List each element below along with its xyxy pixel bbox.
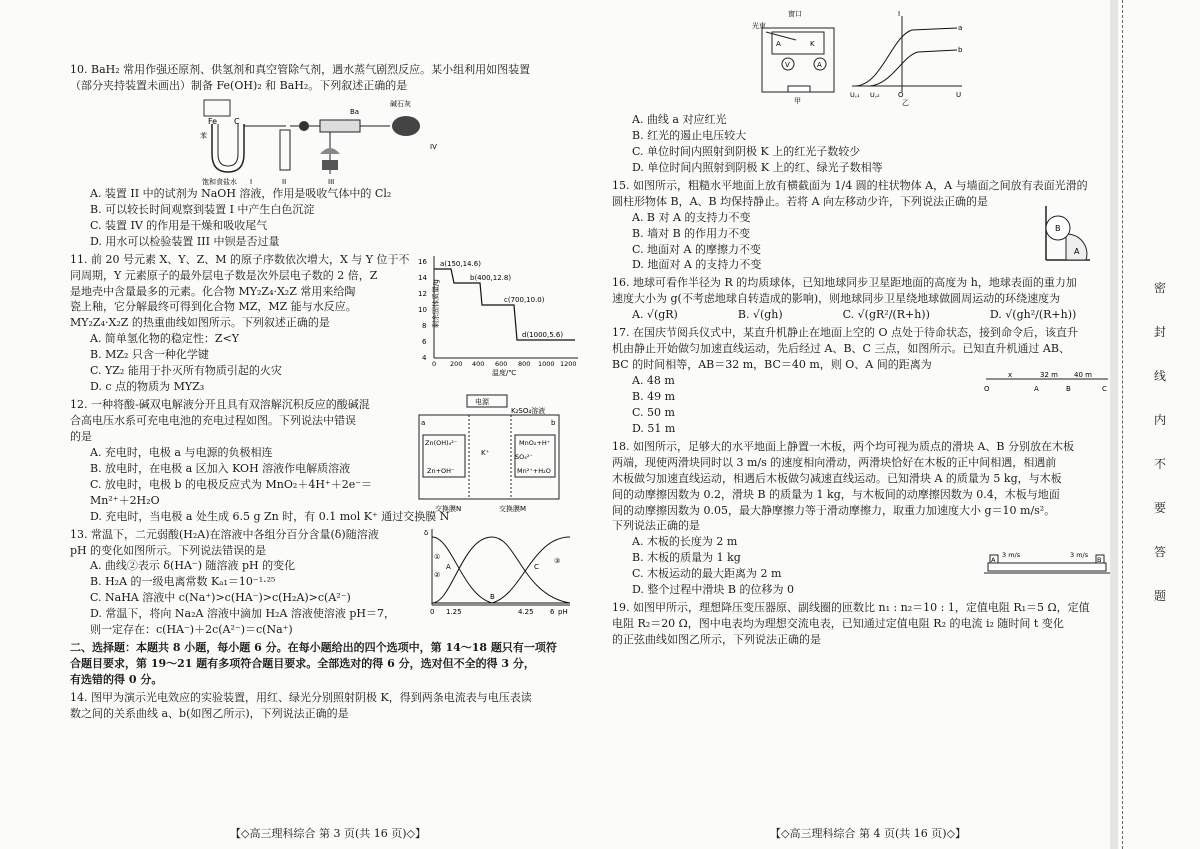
q12-line-1: 12. 一种将酸-碱双电解液分开且具有双溶解沉积反应的酸碱混 xyxy=(70,398,370,412)
zn-oh4-label: Zn(OH)₄²⁻ xyxy=(425,439,458,448)
delta-label: δ xyxy=(424,528,429,537)
curve-3-label: ③ xyxy=(554,556,561,565)
q17-line-3: BC 的时间相等，AB＝32 m，BC＝40 m，则 O、A 间的距离为 xyxy=(612,358,932,372)
ytick: 14 xyxy=(418,273,427,282)
figure-jia-label: 甲 xyxy=(794,97,801,105)
slider-B-label: B xyxy=(1097,555,1102,564)
bc-distance-label: 40 m xyxy=(1074,371,1092,380)
xtick: 200 xyxy=(450,359,463,368)
q16-option-c: C. √(gR²/(R+h)) xyxy=(842,308,930,322)
k-ion-label: K⁺ xyxy=(481,449,490,458)
q16-option-d: D. √(gh²/(R+h)) xyxy=(989,308,1077,322)
xtick: 0 xyxy=(432,359,437,368)
q12-battery-figure xyxy=(415,393,565,515)
q13-line-1: 13. 常温下，二元弱酸(H₂A)在溶液中各组分百分含量(δ)随溶液 xyxy=(70,527,379,541)
voltage-axis: U xyxy=(956,91,962,99)
q16-line-2: 速度大小为 g(不考虑地球自转造成的影响)，则地球同步卫星绕地球做圆周运动的环绕速度为 xyxy=(612,292,1061,306)
device-II-label: II xyxy=(282,177,287,186)
brine-label: 饱和食盐水 xyxy=(202,177,237,186)
q18-option-d: D. 整个过程中滑块 B 的位移为 0 xyxy=(632,583,794,597)
uc1-label: U꜀₁ xyxy=(850,91,860,99)
q19-line-3: 的正弦曲线如图乙所示，下列说法正确的是 xyxy=(612,633,821,646)
anode-label: A xyxy=(776,40,781,48)
question-12 xyxy=(70,397,580,525)
zn-label: Zn+OH⁻ xyxy=(427,467,455,476)
device-III-label: III xyxy=(328,177,335,186)
q15-line-2: 圆柱形物体 B，A、B 均保持静止。若将 A 向左移动少许，下列说法正确的是 xyxy=(612,194,989,208)
uc2-label: U꜀₂ xyxy=(870,91,880,99)
lime-label: 碱石灰 xyxy=(390,99,411,108)
ytick: 12 xyxy=(418,289,427,298)
q10-line-1: 10. BaH₂ 常用作强还原剂、供氢剂和真空管除气剂，遇水蒸气剧烈反应。某小组利用如图装置 xyxy=(70,63,531,76)
mno2-label: MnO₂+H⁺ xyxy=(519,439,551,448)
q12-line-2: 合高电压水系可充电电池的充电过程如图。下列说法中错误 xyxy=(70,414,356,427)
seal-text xyxy=(1150,280,1170,632)
q11-option-d: D. c 点的物质为 MYZ₃ xyxy=(90,380,205,394)
q11-option-a: A. 简单氢化物的稳定性：Z<Y xyxy=(90,332,240,346)
point-a-label: a(150,14.6) xyxy=(440,259,481,268)
ytick: 8 xyxy=(422,321,427,330)
velocity-B-label: 3 m/s xyxy=(1070,550,1089,559)
ytick: 16 xyxy=(418,257,427,266)
q17-option-d: D. 51 m xyxy=(632,421,676,435)
scan-edge xyxy=(1110,0,1118,849)
q14-option-b: B. 红光的遏止电压较大 xyxy=(632,128,747,142)
q18-line-1: 18. 如图所示，足够大的水平地面上静置一木板，两个均可视为质点的滑块 A、B 分别放在木板 xyxy=(612,439,1075,453)
seal-char: 要 xyxy=(1153,501,1166,515)
mn-label: Mn²⁺+H₂O xyxy=(517,467,551,476)
q19-line-1: 19. 如图甲所示，理想降压变压器原、副线圈的匝数比 n₁ : n₂＝10 : 1，定值电阻 R₁＝5 Ω，定值 xyxy=(612,601,1090,615)
q15-option-c: C. 地面对 A 的摩擦力不变 xyxy=(632,242,761,256)
q12-option-a: A. 充电时，电极 a 与电源的负极相连 xyxy=(90,445,273,459)
beam-label: 光束 xyxy=(752,22,766,30)
q18-line-4: 间的动摩擦因数为 0.2，滑块 B 的质量为 1 kg，与木板间的动摩擦因数为 0.4，木板与地面 xyxy=(612,487,1060,501)
q10-apparatus-figure xyxy=(200,94,500,186)
point-A: A xyxy=(1034,385,1039,394)
q18-figure xyxy=(982,547,1112,577)
point-c-label: c(700,10.0) xyxy=(504,295,545,304)
device-I-label: I xyxy=(250,177,253,186)
q14-option-c: C. 单位时间内照射到阴极 K 上的红光子数较少 xyxy=(632,144,861,158)
q12-option-c: C. 放电时，电极 b 的电极反应式为 MnO₂＋4H⁺＋2e⁻＝ xyxy=(90,477,373,491)
q16-option-b: B. √(gh) xyxy=(737,308,783,322)
q18-option-a: A. 木板的长度为 2 m xyxy=(632,535,738,549)
block-A-label: A xyxy=(1074,246,1080,256)
binding-margin xyxy=(1118,0,1200,849)
window-label: 窗口 xyxy=(788,10,802,18)
so4-label: SO₄²⁻ xyxy=(515,453,533,462)
point-C: C xyxy=(1102,385,1107,394)
question-15 xyxy=(612,178,1112,274)
q14-options xyxy=(612,112,1112,176)
electrode-a: a xyxy=(421,419,426,428)
seal-char: 不 xyxy=(1153,457,1166,471)
power-label: 电源 xyxy=(475,398,489,407)
q16-option-a: A. √(gR) xyxy=(632,308,678,322)
q13-distribution-figure xyxy=(422,525,572,617)
membrane-m-label: 交换膜M xyxy=(499,505,527,514)
question-14 xyxy=(70,690,580,722)
q17-line-2: 机由静止开始做匀加速直线运动，先后经过 A、B、C 三点，如图所示。已知直升机通过 AB、 xyxy=(612,342,1070,356)
q15-figure xyxy=(1042,204,1092,264)
voltmeter-icon: V xyxy=(785,61,790,69)
curve-b-label: b xyxy=(958,46,963,54)
q13-line-2: pH 的变化如图所示。下列说法错误的是 xyxy=(70,543,267,557)
q17-line-1: 17. 在国庆节阅兵仪式中，某直升机静止在地面上空的 O 点处于待命状态，接到命令后，该直升 xyxy=(612,326,1078,340)
device-IV-label: IV xyxy=(430,142,437,151)
curve-1-label: ① xyxy=(434,552,441,561)
q12-option-c-cont: Mn²⁺＋2H₂O xyxy=(90,493,160,507)
ytick: 6 xyxy=(422,337,427,346)
fe-label: Fe xyxy=(208,116,218,126)
q12-option-d: D. 充电时，当电极 a 处生成 6.5 g Zn 时，有 0.1 mol K⁺ 通过交换膜 N xyxy=(90,509,450,523)
point-b-label: b(400,12.8) xyxy=(470,273,512,282)
point-O: O xyxy=(984,385,990,394)
q11-xticks xyxy=(432,360,577,368)
q12-option-b: B. 放电时，在电极 a 区加入 KOH 溶液作电解质溶液 xyxy=(90,461,351,475)
q11-thermogravimetric-chart xyxy=(410,252,580,376)
ytick: 4 xyxy=(422,353,427,362)
q17-figure xyxy=(982,371,1112,395)
q17-option-c: C. 50 m xyxy=(632,405,675,419)
q17-option-a: A. 48 m xyxy=(632,374,675,387)
x-tick-3: 6 xyxy=(550,607,555,616)
q15-line-1: 15. 如图所示，粗糙水平地面上放有横截面为 1/4 圆的柱状物体 A，A 与墙面之间放有表面光滑的 xyxy=(612,178,1088,192)
q13-option-c: C. NaHA 溶液中 c(Na⁺)>c(HA⁻)>c(H₂A)>c(A²⁻) xyxy=(90,591,351,605)
q14-line-1: 14. 图甲为演示光电效应的实验装置，用红、绿光分别照射阴极 K，得到两条电流表与电压表读 xyxy=(70,690,532,704)
ytick: 10 xyxy=(418,305,427,314)
right-column xyxy=(612,10,1112,650)
sec2-line-3: 有选错的得 0 分。 xyxy=(70,673,163,686)
q13-option-d-cont: 则一定存在：c(HA⁻)＋2c(A²⁻)＝c(Na⁺) xyxy=(90,623,293,637)
q11-line-1: 11. 前 20 号元素 X、Y、Z、M 的原子序数依次增大，X 与 Y 位于不 xyxy=(70,252,410,266)
q18-option-c: C. 木板运动的最大距离为 2 m xyxy=(632,567,782,581)
q11-option-b: B. MZ₂ 只含一种化学键 xyxy=(90,348,209,362)
xtick: 1200 xyxy=(560,359,577,368)
xtick: 800 xyxy=(518,359,531,368)
slider-A-label: A xyxy=(991,555,996,564)
q14-option-a: A. 曲线 a 对应红光 xyxy=(632,113,727,126)
q10-option-d: D. 用水可以检验装置 III 中钡是否过量 xyxy=(90,234,280,248)
q10-line-2: （部分夹持装置未画出）制备 Fe(OH)₂ 和 BaH₂。下列叙述正确的是 xyxy=(70,78,408,92)
membrane-n-label: 交换膜N xyxy=(435,505,462,514)
ab-distance-label: 32 m xyxy=(1040,371,1058,380)
seal-char: 内 xyxy=(1153,413,1166,427)
q13-option-d: D. 常温下，将向 Na₂A 溶液中滴加 H₂A 溶液使溶液 pH＝7， xyxy=(90,607,396,621)
ba-label: Ba xyxy=(350,107,360,116)
origin-label: O xyxy=(898,91,904,99)
seal-line xyxy=(1122,0,1124,849)
x-tick-0: 0 xyxy=(430,607,435,616)
velocity-A-label: 3 m/s xyxy=(1002,550,1021,559)
seal-char: 题 xyxy=(1153,589,1166,603)
k2so4-label: K₂SO₄溶液 xyxy=(511,407,546,416)
sec2-line-2: 合题目要求，第 19～21 题有多项符合题目要求。全部选对的得 6 分，选对但不全的得 3 分， xyxy=(70,657,535,671)
q17-option-b: B. 49 m xyxy=(632,389,676,403)
q11-line-5: MY₂Z₄·X₂Z 的热重曲线如图所示。下列叙述正确的是 xyxy=(70,316,330,330)
x-axis-label: pH xyxy=(558,607,568,616)
left-column xyxy=(70,62,580,724)
x-tick-2: 4.25 xyxy=(518,607,534,616)
q11-ylabel: 剩余固体质量/g xyxy=(432,278,440,328)
sec2-line-1: 二、选择题：本题共 8 小题，每小题 6 分。在每小题给出的四个选项中，第 14～18 题只有一项符 xyxy=(70,641,557,655)
question-19 xyxy=(612,600,1112,648)
q11-line-3: 是地壳中含量最多的元素。化合物 MY₂Z₄·X₂Z 常用来给陶 xyxy=(70,284,356,298)
x-tick-1: 1.25 xyxy=(446,607,462,616)
current-axis: I xyxy=(898,10,901,18)
benzene-label: 苯 xyxy=(200,131,207,140)
q19-line-2: 电阻 R₂＝20 Ω，图中电表均为理想交流电表，已知通过定值电阻 R₂ 的电流 i₂ 随时间 t 变化 xyxy=(612,617,1064,631)
electrode-b: b xyxy=(551,419,556,428)
q14-line-2: 数之间的关系曲线 a、b(如图乙所示)，下列说法正确的是 xyxy=(70,706,349,720)
curve-a-label: a xyxy=(958,24,963,32)
question-10 xyxy=(70,62,580,250)
q14-option-d: D. 单位时间内照射到阴极 K 上的红、绿光子数相等 xyxy=(632,160,883,174)
question-13 xyxy=(70,527,580,639)
seal-char: 封 xyxy=(1153,325,1166,339)
q11-xlabel: 温度/℃ xyxy=(492,368,517,376)
q11-option-c: C. YZ₂ 能用于扑灭所有物质引起的火灾 xyxy=(90,364,282,378)
q11-line-2: 同周期，Y 元素原子的最外层电子数是次外层电子数的 2 倍，Z xyxy=(70,268,378,282)
q11-line-4: 瓷上釉，它分解最终可得到化合物 MZ，MZ 能与水反应。 xyxy=(70,300,357,314)
point-B: B xyxy=(490,592,495,601)
q16-line-1: 16. 地球可看作半径为 R 的均质球体，已知地球同步卫星距地面的高度为 h，地球表面的重力加 xyxy=(612,276,1077,290)
point-d-label: d(1000,5.6) xyxy=(522,330,564,339)
figure-yi-label: 乙 xyxy=(902,99,909,106)
q10-option-c: C. 装置 IV 的作用是干燥和吸收尾气 xyxy=(90,218,268,232)
c-label: C xyxy=(234,116,240,126)
seal-char: 密 xyxy=(1153,281,1166,295)
q10-option-b: B. 可以较长时间观察到装置 I 中产生白色沉淀 xyxy=(90,202,315,216)
seal-char: 线 xyxy=(1153,369,1166,383)
xtick: 600 xyxy=(495,359,508,368)
seal-char: 答 xyxy=(1153,545,1166,559)
point-C: C xyxy=(534,562,539,571)
q18-line-3: 木板做匀加速直线运动，相遇后木板做匀减速直线运动。已知滑块 A 的质量为 5 kg，与木板 xyxy=(612,471,1062,485)
q14-photoelectric-figure xyxy=(752,6,1052,106)
q10-option-a: A. 装置 II 中的试剂为 NaOH 溶液，作用是吸收气体中的 Cl₂ xyxy=(90,186,392,200)
footer-page-3: 【◇高三理科综合 第 3 页(共 16 页)◇】 xyxy=(230,827,426,840)
q18-line-5: 间的动摩擦因数为 0.05，最大静摩擦力等于滑动摩擦力，取重力加速度大小 g＝10 m/s²。 xyxy=(612,503,1056,517)
q13-option-a: A. 曲线②表示 δ(HA⁻) 随溶液 pH 的变化 xyxy=(90,559,296,573)
xtick: 400 xyxy=(472,359,485,368)
footer-page-4: 【◇高三理科综合 第 4 页(共 16 页)◇】 xyxy=(770,827,966,840)
q15-option-d: D. 地面对 A 的支持力不变 xyxy=(632,258,762,272)
curve-2-label: ② xyxy=(434,570,441,579)
point-A: A xyxy=(446,562,451,571)
q15-option-a: A. B 对 A 的支持力不变 xyxy=(632,210,751,224)
cathode-label: K xyxy=(810,40,815,48)
question-17 xyxy=(612,325,1112,437)
q18-line-2: 两端，现使两滑块同时以 3 m/s 的速度相向滑动，两滑块恰好在木板的正中间相遇，相遇前 xyxy=(612,455,1057,469)
point-B: B xyxy=(1066,385,1071,394)
q15-option-b: B. 墙对 B 的作用力不变 xyxy=(632,226,751,240)
section-2-heading xyxy=(70,640,580,688)
q18-option-b: B. 木板的质量为 1 kg xyxy=(632,551,741,565)
question-16 xyxy=(612,275,1112,323)
q11-yticks xyxy=(418,258,427,362)
q13-option-b: B. H₂A 的一级电离常数 Kₐ₁＝10⁻¹·²⁵ xyxy=(90,575,276,589)
x-distance-label: x xyxy=(1008,371,1013,380)
q12-line-3: 的是 xyxy=(70,429,92,443)
question-18 xyxy=(612,439,1112,598)
cylinder-B-label: B xyxy=(1055,223,1061,233)
q18-line-6: 下列说法正确的是 xyxy=(612,519,700,533)
question-11 xyxy=(70,252,580,395)
ammeter-icon: A xyxy=(817,61,822,69)
xtick: 1000 xyxy=(538,359,555,368)
